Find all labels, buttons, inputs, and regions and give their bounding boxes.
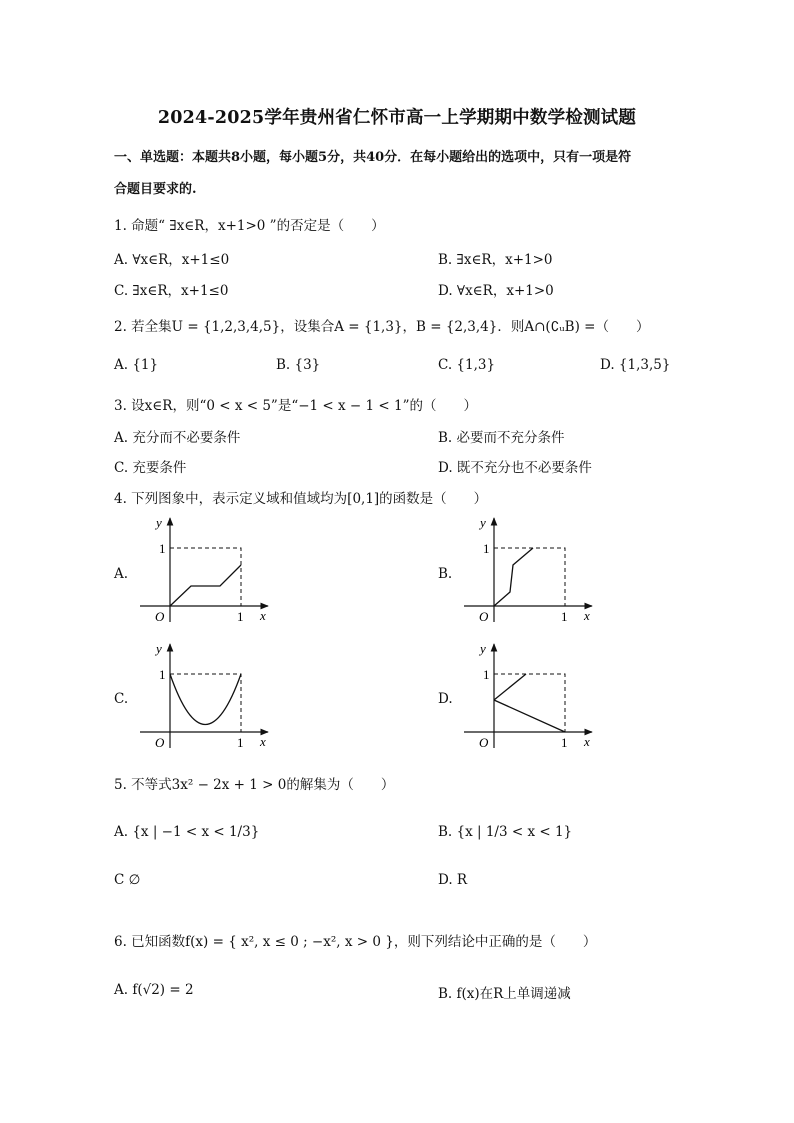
y-axis-label: y	[480, 515, 486, 530]
q3-option-a: A. 充分而不必要条件	[114, 430, 241, 446]
q1-option-a: A. ∀x∈R，x+1≤0	[114, 252, 230, 268]
q5-option-a: A. {x | −1 < x < 1/3}	[114, 824, 260, 840]
q4-stem: 4. 下列图象中，表示定义域和值域均为[0,1]的函数是（ ）	[114, 491, 488, 507]
q4-label-b: B.	[438, 566, 453, 582]
q4-label-a: A.	[114, 566, 129, 582]
q5-option-b: B. {x | 1/3 < x < 1}	[438, 824, 573, 840]
q1-option-b: B. ∃x∈R，x+1>0	[438, 252, 553, 268]
tick-label-y-one: 1	[483, 541, 490, 556]
graph-segment-down	[494, 700, 565, 732]
q5-stem: 5. 不等式3x² − 2x + 1 > 0的解集为（ ）	[114, 777, 395, 793]
q2-option-d: D. {1,3,5}	[600, 357, 671, 373]
q4-graph-d	[464, 640, 604, 752]
q1-option-d: D. ∀x∈R，x+1>0	[438, 283, 554, 299]
q4-graph-c	[140, 640, 280, 752]
origin-label: O	[155, 735, 165, 750]
tick-label-y-one: 1	[159, 667, 166, 682]
tick-label-x-one: 1	[237, 609, 244, 624]
q5-option-c: C ∅	[114, 872, 141, 888]
q2-option-b: B. {3}	[276, 357, 321, 373]
q2-option-c: C. {1,3}	[438, 357, 496, 373]
x-axis-label: x	[584, 734, 590, 749]
origin-label: O	[479, 609, 489, 624]
graph-curve	[170, 565, 241, 606]
q4-label-d: D.	[438, 691, 453, 707]
origin-label: O	[479, 735, 489, 750]
unit-box	[170, 548, 241, 606]
q6-option-a: A. f(√2) = 2	[114, 982, 194, 998]
q2-option-a: A. {1}	[114, 357, 159, 373]
tick-label-x-one: 1	[561, 609, 568, 624]
x-axis-label: x	[260, 608, 266, 623]
y-axis-label: y	[156, 515, 162, 530]
q3-stem: 3. 设x∈R，则“0 < x < 5”是“−1 < x − 1 < 1”的（ ）	[114, 398, 478, 414]
tick-label-x-one: 1	[237, 735, 244, 750]
q1-option-c: C. ∃x∈R，x+1≤0	[114, 283, 229, 299]
tick-label-y-one: 1	[159, 541, 166, 556]
q3-option-d: D. 既不充分也不必要条件	[438, 460, 592, 476]
q3-option-c: C. 充要条件	[114, 460, 187, 476]
q4-label-c: C.	[114, 691, 129, 707]
unit-box	[494, 674, 565, 732]
tick-label-x-one: 1	[561, 735, 568, 750]
q3-option-b: B. 必要而不充分条件	[438, 430, 565, 446]
x-axis-label: x	[260, 734, 266, 749]
q4-graph-b	[464, 514, 604, 626]
y-axis-label: y	[156, 641, 162, 656]
q4-graph-a	[140, 514, 280, 626]
origin-label: O	[155, 609, 165, 624]
q2-stem: 2. 若全集U = {1,2,3,4,5}，设集合A = {1,3}，B = {2,3,4}．则A∩(∁ᵤB) =（ ）	[114, 319, 650, 335]
q5-option-d: D. R	[438, 872, 468, 888]
unit-box	[170, 674, 241, 732]
section-heading-line1: 一、单选题：本题共8小题，每小题5分，共40分．在每小题给出的选项中，只有一项是符	[114, 150, 632, 165]
q6-stem: 6. 已知函数f(x) = { x², x ≤ 0 ; −x², x > 0 }，则下列结论中正确的是（ ）	[114, 934, 597, 950]
x-axis-label: x	[584, 608, 590, 623]
graph-curve	[494, 548, 533, 606]
tick-label-y-one: 1	[483, 667, 490, 682]
q1-stem: 1. 命题“ ∃x∈R，x+1>0 ”的否定是（ ）	[114, 218, 385, 234]
y-axis-label: y	[480, 641, 486, 656]
section-heading-line2: 合题目要求的.	[114, 182, 197, 197]
graph-curve	[170, 674, 241, 725]
graph-segment-up	[494, 674, 526, 700]
q6-option-b: B. f(x)在R上单调递减	[438, 986, 571, 1002]
page-title: 2024-2025学年贵州省仁怀市高一上学期期中数学检测试题	[157, 108, 637, 128]
